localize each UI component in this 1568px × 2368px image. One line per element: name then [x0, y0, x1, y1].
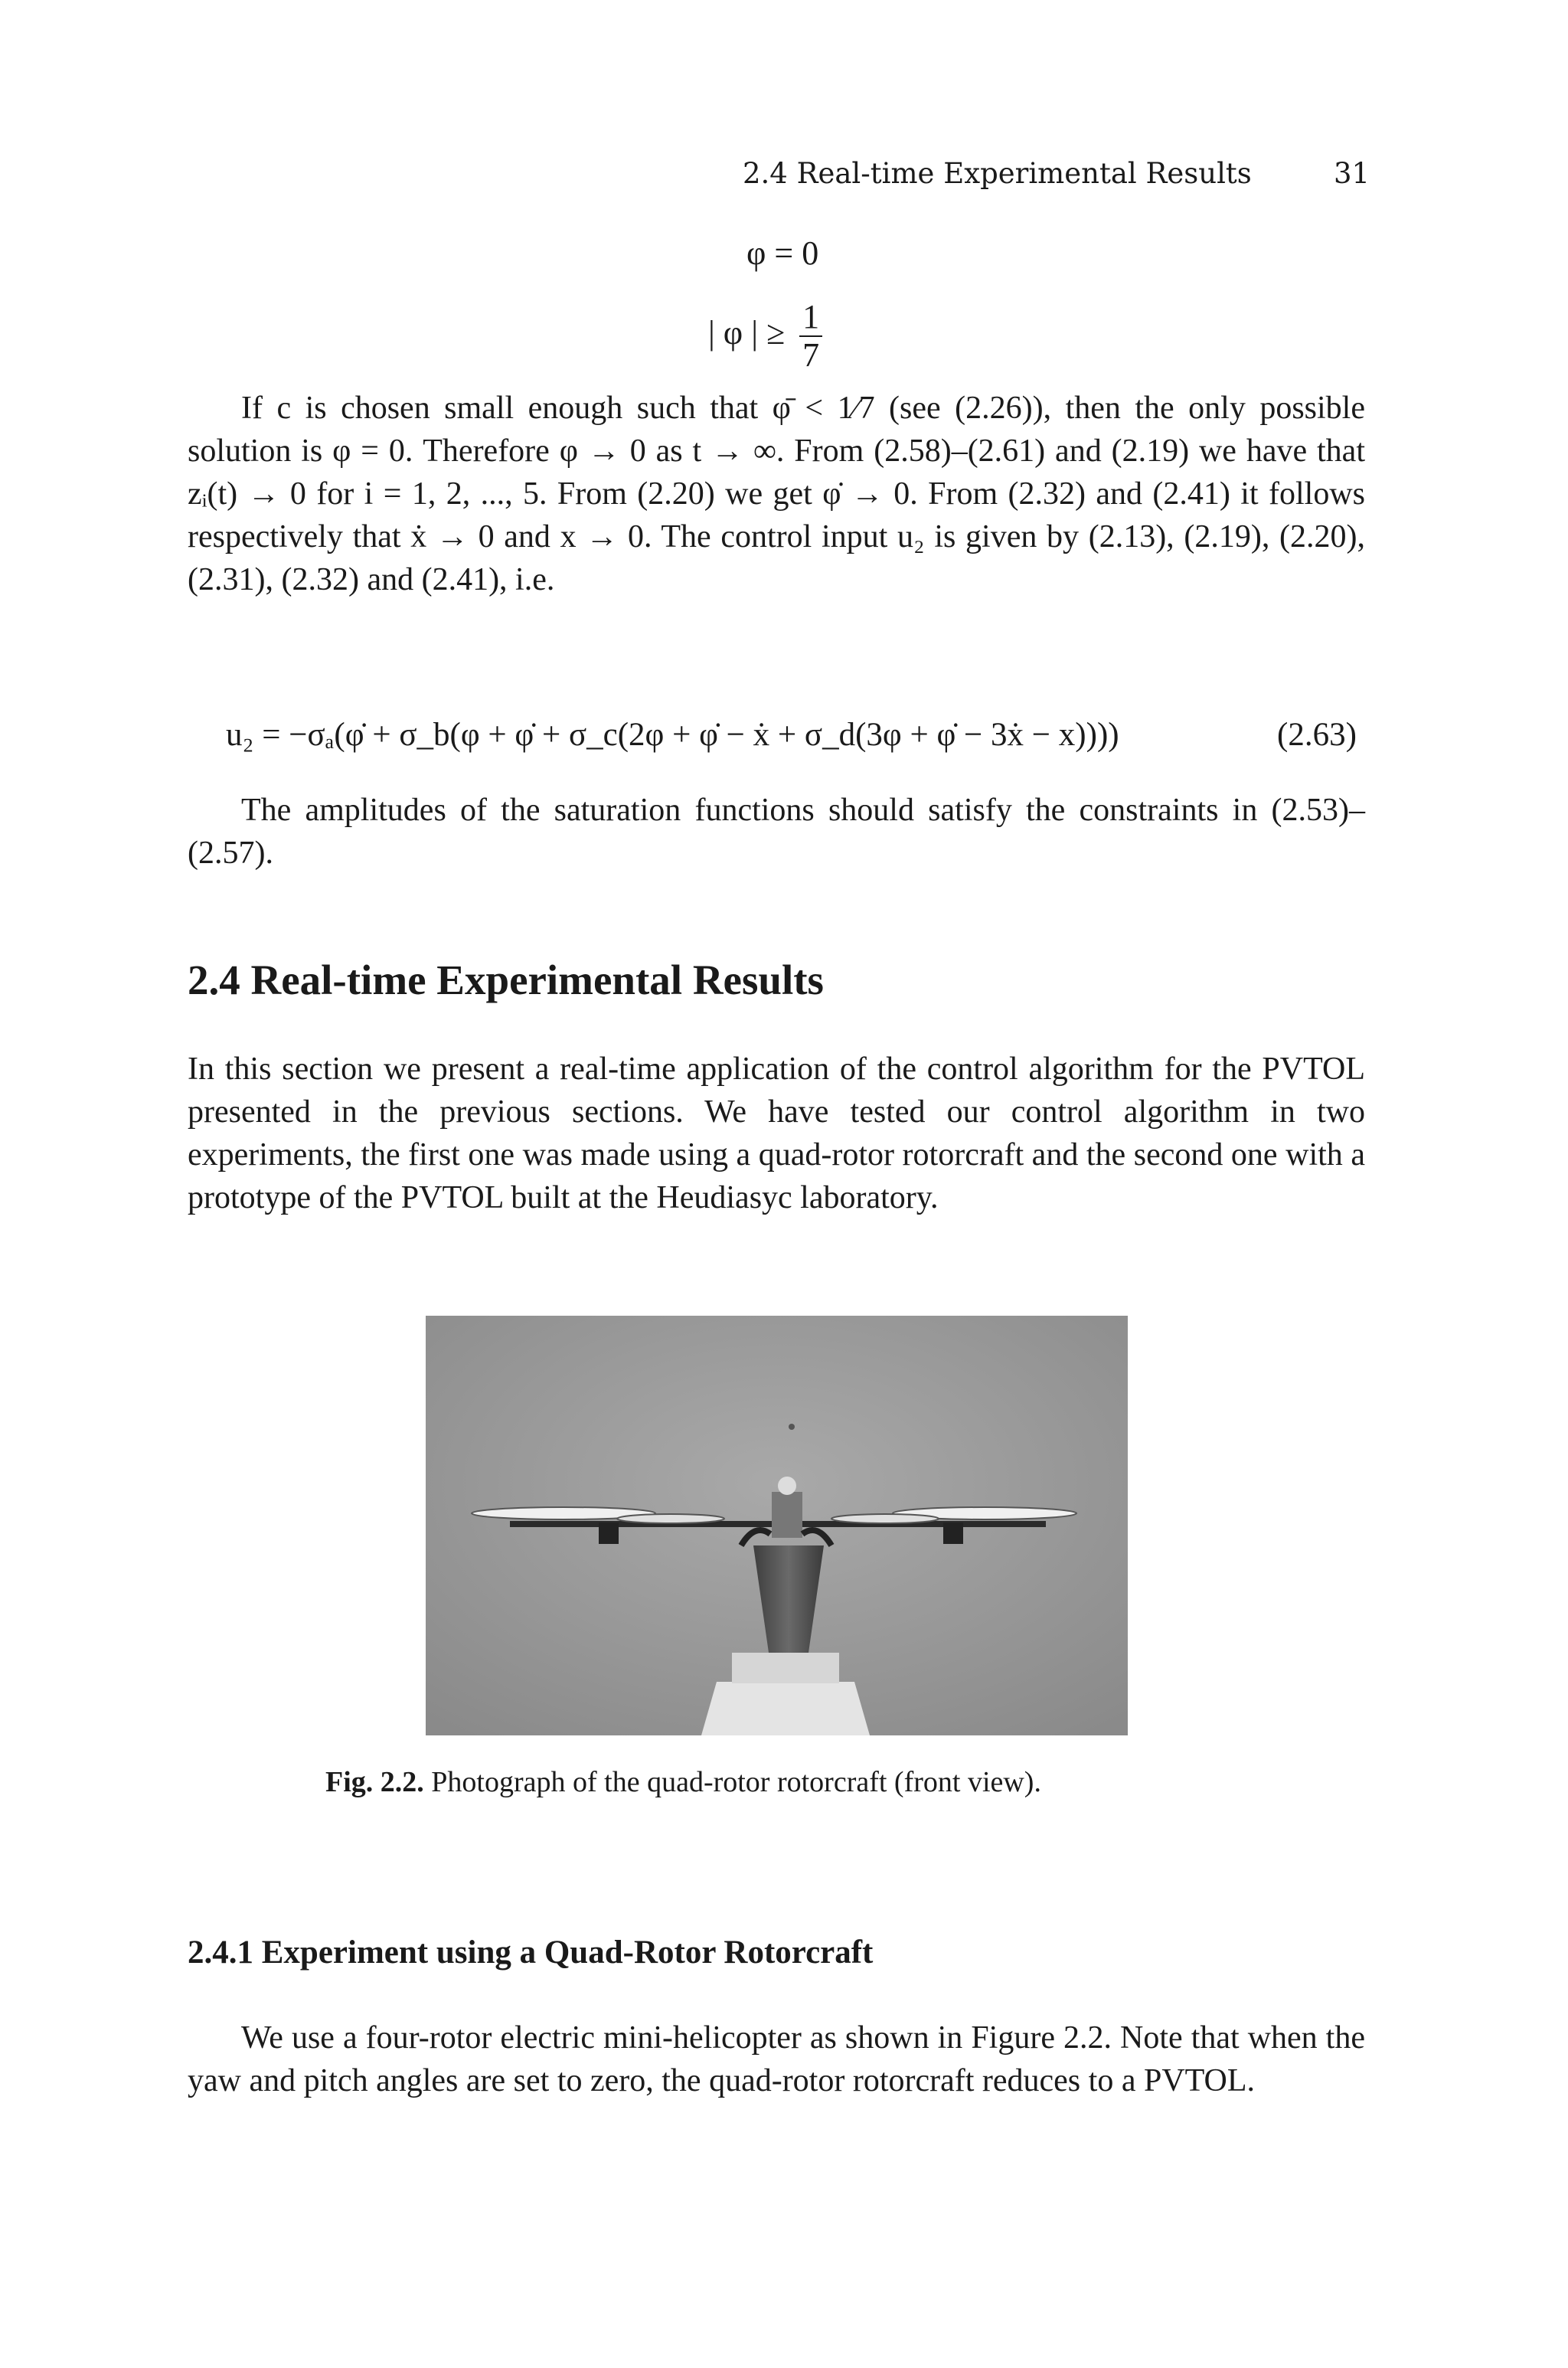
- figure-caption-text: Photograph of the quad-rotor rotorcraft (front view).: [431, 1766, 1041, 1798]
- paragraph-section-intro: In this section we present a real-time application of the control algorithm for the PVTOL presented in the previous sections. We have tested our control algorithm in two experiments, the first one was made using a quad-rotor rotorcraft and the second one with a prototype of the PVTOL built at the Heudiasyc laboratory.: [188, 1052, 1365, 1215]
- section-heading: 2.4 Real-time Experimental Results: [188, 957, 824, 1003]
- subsection-heading: 2.4.1 Experiment using a Quad-Rotor Rotorcraft: [188, 1935, 874, 1971]
- fraction-numerator: 1: [799, 299, 822, 337]
- quad-rotor-photo: [426, 1316, 1128, 1735]
- page-number: 31: [1334, 157, 1370, 190]
- running-header: 2.4 Real-time Experimental Results: [743, 157, 1252, 190]
- paragraph-amplitudes: The amplitudes of the saturation functions should satisfy the constraints in (2.53)–(2.57).: [188, 793, 1365, 871]
- equation-abs-phi-prefix: | φ | ≥: [708, 314, 786, 352]
- paragraph-proof-conclusion: If c is chosen small enough such that φ̄ < 1⁄7 (see (2.26)), then the only possible solution is φ = 0. Therefore φ → 0 as t → ∞. From (2.58)–(2.61) and (2.19) we have that zᵢ(t) → 0 for i = 1, 2, ..., 5. From (2.20) we get φ̇ → 0. From (2.32) and (2.41) it follows respectively that ẋ → 0 and x → 0. The control input u₂ is given by (2.13), (2.19), (2.20), (2.31), (2.32) and (2.41), i.e.: [188, 391, 1365, 597]
- paragraph-experiment: We use a four-rotor electric mini-helicopter as shown in Figure 2.2. Note that when the yaw and pitch angles are set to zero, the quad-rotor rotorcraft reduces to a PVTOL.: [188, 2020, 1365, 2098]
- fraction-denominator: 7: [802, 336, 820, 374]
- equation-phi-zero: φ = 0: [746, 234, 819, 272]
- figure-caption-label: Fig. 2.2.: [325, 1766, 424, 1798]
- figure-caption: [325, 1765, 1041, 1799]
- fraction: [799, 299, 822, 374]
- equation-control-input: u₂ = −σₐ(φ̇ + σ_b(φ + φ̇ + σ_c(2φ + φ̇ − ẋ + σ_d(3φ + φ̇ − 3ẋ − x)))): [226, 717, 1119, 753]
- equation-abs-phi: [708, 299, 822, 374]
- equation-number: (2.63): [1277, 717, 1357, 753]
